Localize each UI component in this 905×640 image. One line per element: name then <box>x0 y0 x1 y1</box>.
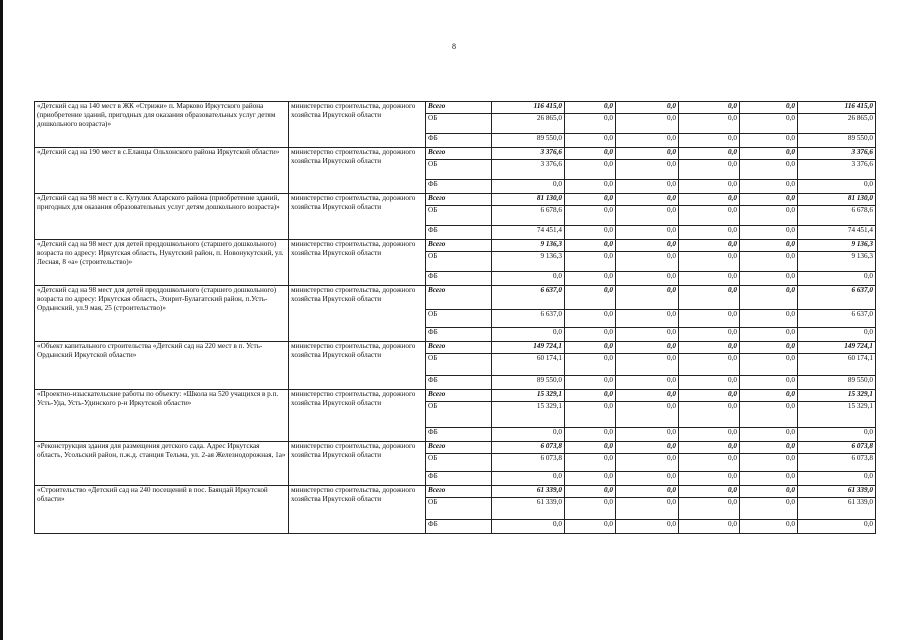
amount-cell: 0,0 <box>740 134 798 148</box>
amount-cell: 0,0 <box>565 240 616 252</box>
amount-cell: 0,0 <box>679 442 740 454</box>
amount-cell: 6 637,0 <box>492 310 565 328</box>
amount-cell: 3 376,6 <box>492 160 565 180</box>
amount-cell: 0,0 <box>565 310 616 328</box>
object-name-cell: «Проектно-изыскательские работы по объекту: «Школа на 520 учащихся в р.п. Усть-Уда, Усть-Удинского р-н Иркутской области» <box>35 390 289 442</box>
amount-cell: 0,0 <box>616 194 679 206</box>
amount-cell: 0,0 <box>740 520 798 534</box>
amount-cell: 6 637,0 <box>492 286 565 310</box>
amount-cell: 0,0 <box>565 402 616 428</box>
object-name-cell: «Реконструкция здания для размещения детского сада. Адрес Иркутская область, Усольский район, п.ж.д. станция Тельма, ул. 2-ая Железнодорожная, 1а» <box>35 442 289 486</box>
amount-cell: 0,0 <box>492 272 565 286</box>
amount-cell: 0,0 <box>565 354 616 376</box>
amount-cell: 0,0 <box>492 520 565 534</box>
amount-cell: 0,0 <box>679 486 740 498</box>
object-name-cell: «Детский сад на 98 мест в с. Кутулик Аларского района (приобретение зданий, пригодных для оказания образовательных услуг детям дошкольного возраста)» <box>35 194 289 240</box>
amount-cell: 0,0 <box>679 402 740 428</box>
amount-cell: 0,0 <box>679 472 740 486</box>
amount-cell: 6 637,0 <box>798 286 876 310</box>
amount-cell: 0,0 <box>679 194 740 206</box>
object-name-cell: «Строительство «Детский сад на 240 посещений в пос. Баяндай Иркутской области» <box>35 486 289 534</box>
amount-cell: 0,0 <box>565 272 616 286</box>
amount-cell: 15 329,1 <box>492 402 565 428</box>
amount-cell: 0,0 <box>798 428 876 442</box>
amount-cell: 3 376,6 <box>798 148 876 160</box>
amount-cell: 0,0 <box>740 442 798 454</box>
amount-cell: 0,0 <box>616 472 679 486</box>
funding-type-cell: Всего <box>426 194 492 206</box>
amount-cell: 0,0 <box>679 206 740 226</box>
amount-cell: 0,0 <box>492 472 565 486</box>
amount-cell: 0,0 <box>679 428 740 442</box>
amount-cell: 0,0 <box>616 286 679 310</box>
amount-cell: 0,0 <box>565 148 616 160</box>
amount-cell: 0,0 <box>679 286 740 310</box>
amount-cell: 0,0 <box>616 226 679 240</box>
amount-cell: 0,0 <box>492 180 565 194</box>
table-row-total <box>35 342 876 354</box>
amount-cell: 0,0 <box>740 272 798 286</box>
amount-cell: 0,0 <box>798 180 876 194</box>
amount-cell: 3 376,6 <box>798 160 876 180</box>
amount-cell: 61 339,0 <box>492 498 565 520</box>
amount-cell: 0,0 <box>740 194 798 206</box>
amount-cell: 0,0 <box>616 114 679 134</box>
funding-type-cell: ОБ <box>426 498 492 520</box>
funding-type-cell: ОБ <box>426 402 492 428</box>
amount-cell: 0,0 <box>679 376 740 390</box>
amount-cell: 6 678,6 <box>492 206 565 226</box>
amount-cell: 0,0 <box>679 354 740 376</box>
amount-cell: 89 550,0 <box>798 134 876 148</box>
amount-cell: 0,0 <box>565 472 616 486</box>
amount-cell: 0,0 <box>616 160 679 180</box>
amount-cell: 0,0 <box>565 342 616 354</box>
funding-type-cell: Всего <box>426 102 492 114</box>
amount-cell: 0,0 <box>616 376 679 390</box>
funding-type-cell: ФБ <box>426 272 492 286</box>
funding-type-cell: Всего <box>426 342 492 354</box>
amount-cell: 0,0 <box>679 134 740 148</box>
object-name-cell: «Детский сад на 98 мест для детей преддошкольного (старшего дошкольного) возраста по адресу: Иркутская область, Эхирит-Булагатский район, п.Усть-Ордынский, ул.9 мая, 25 (строительство)» <box>35 286 289 342</box>
amount-cell: 0,0 <box>679 520 740 534</box>
amount-cell: 0,0 <box>565 486 616 498</box>
amount-cell: 0,0 <box>679 454 740 472</box>
amount-cell: 0,0 <box>679 498 740 520</box>
amount-cell: 0,0 <box>616 428 679 442</box>
amount-cell: 0,0 <box>565 454 616 472</box>
amount-cell: 0,0 <box>616 354 679 376</box>
funding-type-cell: ОБ <box>426 354 492 376</box>
amount-cell: 149 724,1 <box>492 342 565 354</box>
amount-cell: 0,0 <box>740 428 798 442</box>
amount-cell: 0,0 <box>492 428 565 442</box>
amount-cell: 74 451,4 <box>798 226 876 240</box>
object-name-cell: «Детский сад на 190 мест в с.Еланцы Ольхонского района Иркутской области» <box>35 148 289 194</box>
funding-type-cell: ФБ <box>426 428 492 442</box>
amount-cell: 0,0 <box>740 160 798 180</box>
funding-type-cell: Всего <box>426 148 492 160</box>
amount-cell: 0,0 <box>740 114 798 134</box>
amount-cell: 0,0 <box>679 180 740 194</box>
amount-cell: 0,0 <box>565 102 616 114</box>
ministry-cell: министерство строительства, дорожного хозяйства Иркутской области <box>289 148 426 194</box>
amount-cell: 0,0 <box>616 240 679 252</box>
object-name-cell: «Объект капитального строительства «Детский сад на 220 мест в п. Усть-Ордынский Иркутской области» <box>35 342 289 390</box>
amount-cell: 0,0 <box>740 354 798 376</box>
ministry-cell: министерство строительства, дорожного хозяйства Иркутской области <box>289 240 426 286</box>
ministry-cell: министерство строительства, дорожного хозяйства Иркутской области <box>289 286 426 342</box>
amount-cell: 0,0 <box>616 272 679 286</box>
amount-cell: 60 174,1 <box>798 354 876 376</box>
budget-table <box>34 101 876 534</box>
amount-cell: 116 415,0 <box>798 102 876 114</box>
amount-cell: 0,0 <box>798 328 876 342</box>
amount-cell: 0,0 <box>565 428 616 442</box>
amount-cell: 0,0 <box>565 520 616 534</box>
amount-cell: 0,0 <box>565 498 616 520</box>
amount-cell: 149 724,1 <box>798 342 876 354</box>
amount-cell: 0,0 <box>565 376 616 390</box>
amount-cell: 0,0 <box>565 328 616 342</box>
table-row-total <box>35 286 876 310</box>
ministry-cell: министерство строительства, дорожного хозяйства Иркутской области <box>289 442 426 486</box>
amount-cell: 0,0 <box>616 180 679 194</box>
funding-type-cell: ОБ <box>426 206 492 226</box>
funding-type-cell: Всего <box>426 286 492 310</box>
table-row-total <box>35 390 876 402</box>
amount-cell: 61 339,0 <box>798 486 876 498</box>
amount-cell: 6 678,6 <box>798 206 876 226</box>
amount-cell: 0,0 <box>616 252 679 272</box>
amount-cell: 0,0 <box>679 226 740 240</box>
amount-cell: 3 376,6 <box>492 148 565 160</box>
amount-cell: 9 136,3 <box>492 240 565 252</box>
amount-cell: 0,0 <box>616 310 679 328</box>
amount-cell: 6 073,8 <box>798 442 876 454</box>
amount-cell: 6 073,8 <box>492 454 565 472</box>
funding-type-cell: ФБ <box>426 520 492 534</box>
table-row-total <box>35 240 876 252</box>
amount-cell: 0,0 <box>616 454 679 472</box>
amount-cell: 0,0 <box>740 240 798 252</box>
table-row-total <box>35 442 876 454</box>
amount-cell: 0,0 <box>679 310 740 328</box>
amount-cell: 0,0 <box>740 148 798 160</box>
page-edge-bar <box>0 0 3 640</box>
amount-cell: 0,0 <box>616 148 679 160</box>
amount-cell: 0,0 <box>616 442 679 454</box>
amount-cell: 0,0 <box>679 328 740 342</box>
amount-cell: 0,0 <box>798 472 876 486</box>
funding-type-cell: ФБ <box>426 134 492 148</box>
amount-cell: 0,0 <box>679 160 740 180</box>
page-number: 8 <box>452 42 456 51</box>
amount-cell: 0,0 <box>565 134 616 148</box>
amount-cell: 0,0 <box>740 486 798 498</box>
amount-cell: 6 073,8 <box>492 442 565 454</box>
ministry-cell: министерство строительства, дорожного хозяйства Иркутской области <box>289 342 426 390</box>
amount-cell: 0,0 <box>565 206 616 226</box>
funding-type-cell: Всего <box>426 240 492 252</box>
amount-cell: 0,0 <box>565 390 616 402</box>
funding-type-cell: ФБ <box>426 472 492 486</box>
funding-type-cell: ОБ <box>426 252 492 272</box>
amount-cell: 26 865,0 <box>492 114 565 134</box>
amount-cell: 81 130,0 <box>492 194 565 206</box>
funding-type-cell: ОБ <box>426 310 492 328</box>
funding-type-cell: ОБ <box>426 160 492 180</box>
amount-cell: 61 339,0 <box>492 486 565 498</box>
ministry-cell: министерство строительства, дорожного хозяйства Иркутской области <box>289 102 426 148</box>
amount-cell: 0,0 <box>565 226 616 240</box>
amount-cell: 0,0 <box>679 240 740 252</box>
amount-cell: 0,0 <box>740 206 798 226</box>
amount-cell: 0,0 <box>740 180 798 194</box>
amount-cell: 0,0 <box>616 486 679 498</box>
amount-cell: 0,0 <box>740 376 798 390</box>
funding-type-cell: Всего <box>426 442 492 454</box>
amount-cell: 0,0 <box>740 402 798 428</box>
amount-cell: 89 550,0 <box>798 376 876 390</box>
funding-type-cell: Всего <box>426 486 492 498</box>
table-row-total <box>35 194 876 206</box>
amount-cell: 0,0 <box>616 390 679 402</box>
amount-cell: 0,0 <box>679 148 740 160</box>
funding-type-cell: ФБ <box>426 226 492 240</box>
funding-type-cell: ФБ <box>426 376 492 390</box>
amount-cell: 0,0 <box>616 402 679 428</box>
amount-cell: 0,0 <box>679 390 740 402</box>
amount-cell: 0,0 <box>565 194 616 206</box>
amount-cell: 0,0 <box>565 442 616 454</box>
ministry-cell: министерство строительства, дорожного хозяйства Иркутской области <box>289 486 426 534</box>
amount-cell: 0,0 <box>616 134 679 148</box>
amount-cell: 0,0 <box>616 498 679 520</box>
amount-cell: 0,0 <box>565 160 616 180</box>
amount-cell: 15 329,1 <box>798 402 876 428</box>
amount-cell: 74 451,4 <box>492 226 565 240</box>
amount-cell: 0,0 <box>740 342 798 354</box>
amount-cell: 0,0 <box>616 206 679 226</box>
amount-cell: 0,0 <box>679 272 740 286</box>
amount-cell: 26 865,0 <box>798 114 876 134</box>
amount-cell: 0,0 <box>679 114 740 134</box>
amount-cell: 0,0 <box>740 498 798 520</box>
amount-cell: 0,0 <box>740 454 798 472</box>
amount-cell: 9 136,3 <box>798 240 876 252</box>
funding-type-cell: ФБ <box>426 328 492 342</box>
object-name-cell: «Детский сад на 98 мест для детей преддошкольного (старшего дошкольного) возраста по адресу: Иркутская область, Нукутский район, п. Новонукутский, ул. Лесная, 8 «а» (строительство)» <box>35 240 289 286</box>
amount-cell: 0,0 <box>740 472 798 486</box>
amount-cell: 0,0 <box>740 310 798 328</box>
amount-cell: 6 637,0 <box>798 310 876 328</box>
amount-cell: 0,0 <box>798 272 876 286</box>
amount-cell: 61 339,0 <box>798 498 876 520</box>
amount-cell: 89 550,0 <box>492 376 565 390</box>
amount-cell: 0,0 <box>616 520 679 534</box>
amount-cell: 81 130,0 <box>798 194 876 206</box>
table-row-total <box>35 486 876 498</box>
amount-cell: 0,0 <box>565 114 616 134</box>
amount-cell: 0,0 <box>679 342 740 354</box>
amount-cell: 0,0 <box>616 342 679 354</box>
funding-type-cell: ФБ <box>426 180 492 194</box>
amount-cell: 0,0 <box>492 328 565 342</box>
funding-type-cell: Всего <box>426 390 492 402</box>
amount-cell: 116 415,0 <box>492 102 565 114</box>
amount-cell: 6 073,8 <box>798 454 876 472</box>
amount-cell: 0,0 <box>616 102 679 114</box>
amount-cell: 0,0 <box>798 520 876 534</box>
funding-type-cell: ОБ <box>426 114 492 134</box>
amount-cell: 0,0 <box>565 252 616 272</box>
table-row-total <box>35 102 876 114</box>
amount-cell: 0,0 <box>740 390 798 402</box>
amount-cell: 15 329,1 <box>798 390 876 402</box>
amount-cell: 0,0 <box>740 102 798 114</box>
funding-type-cell: ОБ <box>426 454 492 472</box>
amount-cell: 9 136,3 <box>492 252 565 272</box>
amount-cell: 9 136,3 <box>798 252 876 272</box>
amount-cell: 0,0 <box>616 328 679 342</box>
amount-cell: 0,0 <box>740 328 798 342</box>
amount-cell: 0,0 <box>740 286 798 310</box>
amount-cell: 0,0 <box>740 226 798 240</box>
amount-cell: 89 550,0 <box>492 134 565 148</box>
amount-cell: 0,0 <box>740 252 798 272</box>
table-row-total <box>35 148 876 160</box>
object-name-cell: «Детский сад на 140 мест в ЖК «Стрижи» п. Марково Иркутского района (приобретение зданий, пригодных для оказания образовательных услуг детям дошкольного возраста)» <box>35 102 289 148</box>
ministry-cell: министерство строительства, дорожного хозяйства Иркутской области <box>289 390 426 442</box>
amount-cell: 0,0 <box>565 180 616 194</box>
amount-cell: 15 329,1 <box>492 390 565 402</box>
ministry-cell: министерство строительства, дорожного хозяйства Иркутской области <box>289 194 426 240</box>
amount-cell: 0,0 <box>679 102 740 114</box>
amount-cell: 60 174,1 <box>492 354 565 376</box>
amount-cell: 0,0 <box>565 286 616 310</box>
amount-cell: 0,0 <box>679 252 740 272</box>
